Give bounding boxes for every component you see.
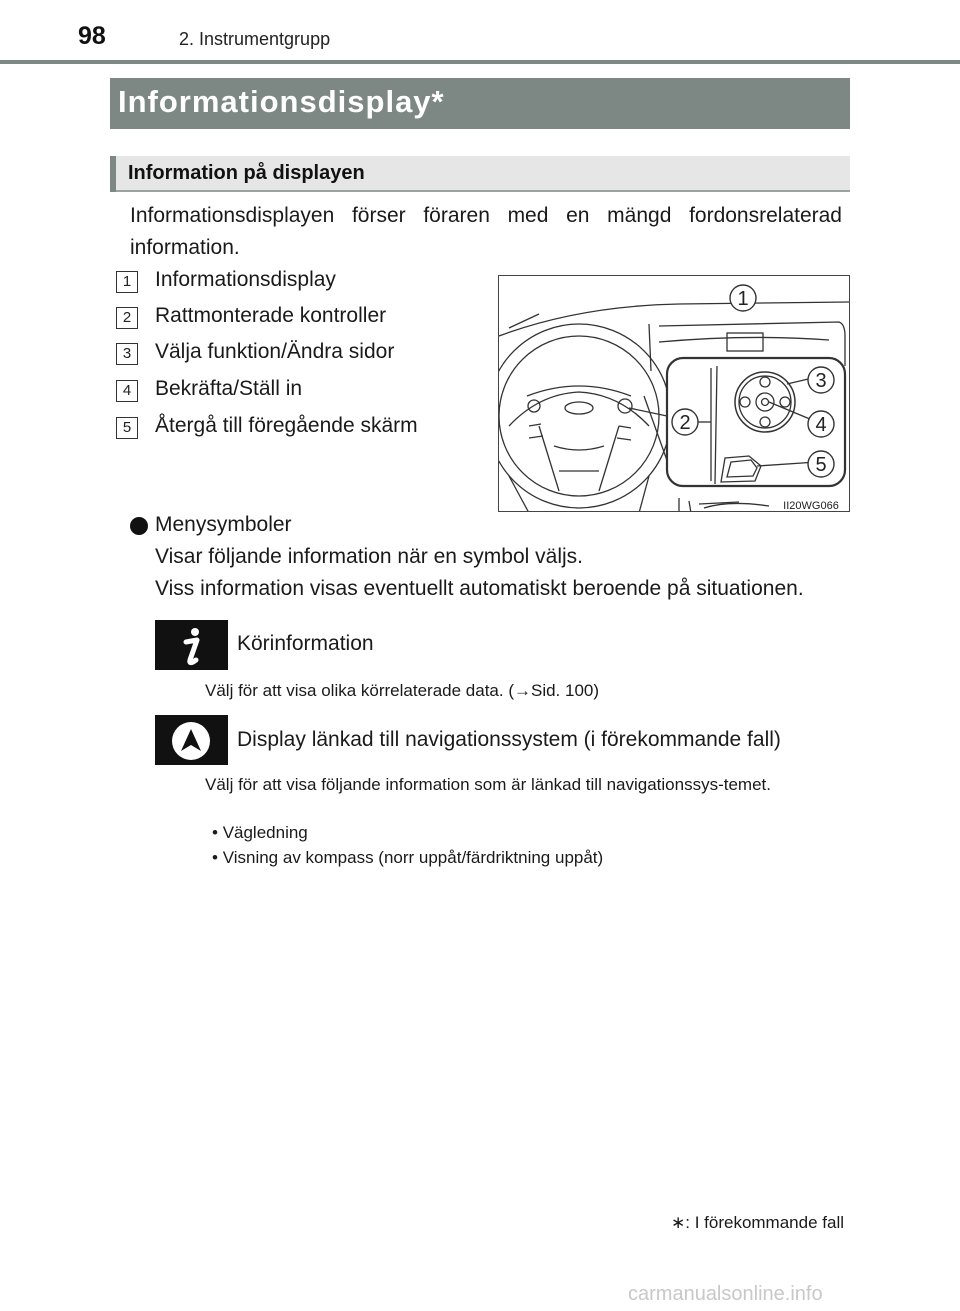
dashboard-illustration [498,275,850,512]
legend-label: Välja funktion/Ändra sidor [155,340,395,363]
watermark: carmanualsonline.info [628,1283,823,1305]
callout-3: 3 [815,370,827,392]
navigation-arrow-icon [155,715,228,765]
info-i-icon [155,620,228,670]
bullet-dot [130,517,148,535]
callout-4: 4 [815,414,827,436]
legend-label: Bekräfta/Ställ in [155,377,303,400]
legend-item [116,304,486,334]
legend-label: Återgå till föregående skärm [155,414,418,437]
footnote: ∗: I förekommande fall [671,1213,844,1232]
legend-number: 3 [116,343,138,365]
item-label: Display länkad till navigationssystem (i förekommande fall) [237,728,781,751]
list-item: • Vägledning [212,823,308,842]
item-description: Välj för att visa olika körrelaterade data. (→Sid. 100) [205,681,600,700]
chapter-title: 2. Instrumentgrupp [179,29,331,49]
legend-number: 1 [116,271,138,293]
menu-description: Visar följande information när en symbol väljs. [155,545,583,568]
legend-item [116,268,486,298]
legend-number: 2 [116,307,138,329]
section-title: Information på displayen [128,162,365,184]
intro-paragraph: Informationsdisplayen förser föraren med en mängd fordonsrelaterad information. [130,204,842,259]
menu-description-2: Viss information visas eventuellt automatiskt beroende på situationen. [155,577,804,600]
legend-item [116,340,486,370]
steering-wheel-drawing [499,276,850,512]
legend-number: 4 [116,380,138,402]
legend-label: Informationsdisplay [155,268,336,291]
page-number: 98 [78,22,106,50]
header-rule [0,60,960,64]
page-title: Informationsdisplay* [118,84,445,119]
legend-label: Rattmonterade kontroller [155,304,387,327]
legend-item [116,377,486,407]
section-accent [110,156,116,192]
legend-number: 5 [116,417,138,439]
item-label: Körinformation [237,632,374,655]
legend-item [116,414,486,444]
list-item-text: Vägledning [222,823,308,842]
callout-5: 5 [815,454,827,476]
menu-title: Menysymboler [155,513,292,536]
figure-code: II20WG066 [783,500,839,512]
list-item-text: Visning av kompass (norr uppåt/färdriktning uppåt) [222,848,604,867]
list-item: • Visning av kompass (norr uppåt/färdriktning uppåt) [212,848,604,867]
item-description: Välj för att visa följande information som är länkad till navigationssys-temet. [205,775,771,794]
callout-1: 1 [737,288,749,310]
callout-2: 2 [679,412,691,434]
